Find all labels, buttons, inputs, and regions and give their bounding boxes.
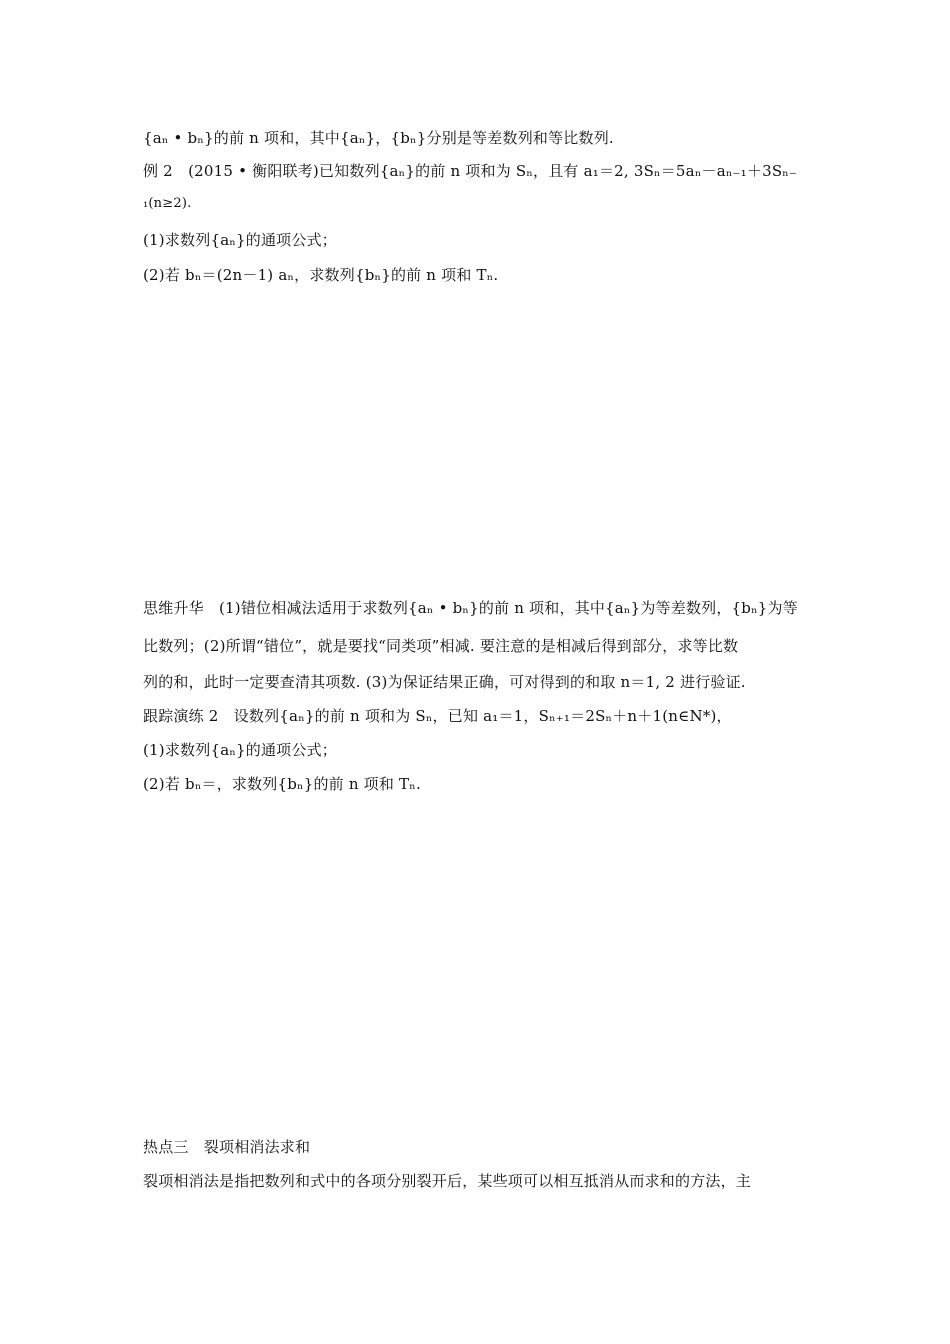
- practice-2-part-2: (2)若 bₙ＝，求数列{bₙ}的前 n 项和 Tₙ.: [143, 775, 421, 793]
- practice-2-statement: 跟踪演练 2 设数列{aₙ}的前 n 项和为 Sₙ，已知 a₁＝1，Sₙ₊₁＝2Sₙ＋n＋1(n∈N*)，: [143, 707, 732, 725]
- summary-line-1: 思维升华 (1)错位相减法适用于求数列{aₙ • bₙ}的前 n 项和，其中{aₙ}为等差数列，{bₙ}为等: [143, 599, 798, 617]
- example-2-statement: 例 2 (2015 • 衡阳联考)已知数列{aₙ}的前 n 项和为 Sₙ，且有 a₁＝2, 3Sₙ＝5aₙ－aₙ₋₁＋3Sₙ₋: [143, 162, 798, 180]
- example-2-part-1: (1)求数列{aₙ}的通项公式；: [143, 231, 337, 249]
- section-heading-hotspot-3: 热点三 裂项相消法求和: [143, 1138, 311, 1156]
- section-intro-line: 裂项相消法是指把数列和式中的各项分别裂开后，某些项可以相互抵消从而求和的方法，主: [143, 1172, 752, 1190]
- summary-line-3: 列的和，此时一定要查清其项数. (3)为保证结果正确，可对得到的和取 n＝1, 2 进行验证.: [143, 673, 746, 691]
- example-2-statement-cont: ₁(n≥2).: [143, 196, 192, 211]
- text-line-intro: {aₙ • bₙ}的前 n 项和，其中{aₙ}，{bₙ}分别是等差数列和等比数列.: [143, 129, 614, 147]
- example-2-part-2: (2)若 bₙ＝(2n－1) aₙ，求数列{bₙ}的前 n 项和 Tₙ.: [143, 266, 499, 284]
- summary-line-2: 比数列；(2)所谓“错位”，就是要找“同类项”相减. 要注意的是相减后得到部分，求等比数: [143, 637, 739, 655]
- practice-2-part-1: (1)求数列{aₙ}的通项公式；: [143, 741, 337, 759]
